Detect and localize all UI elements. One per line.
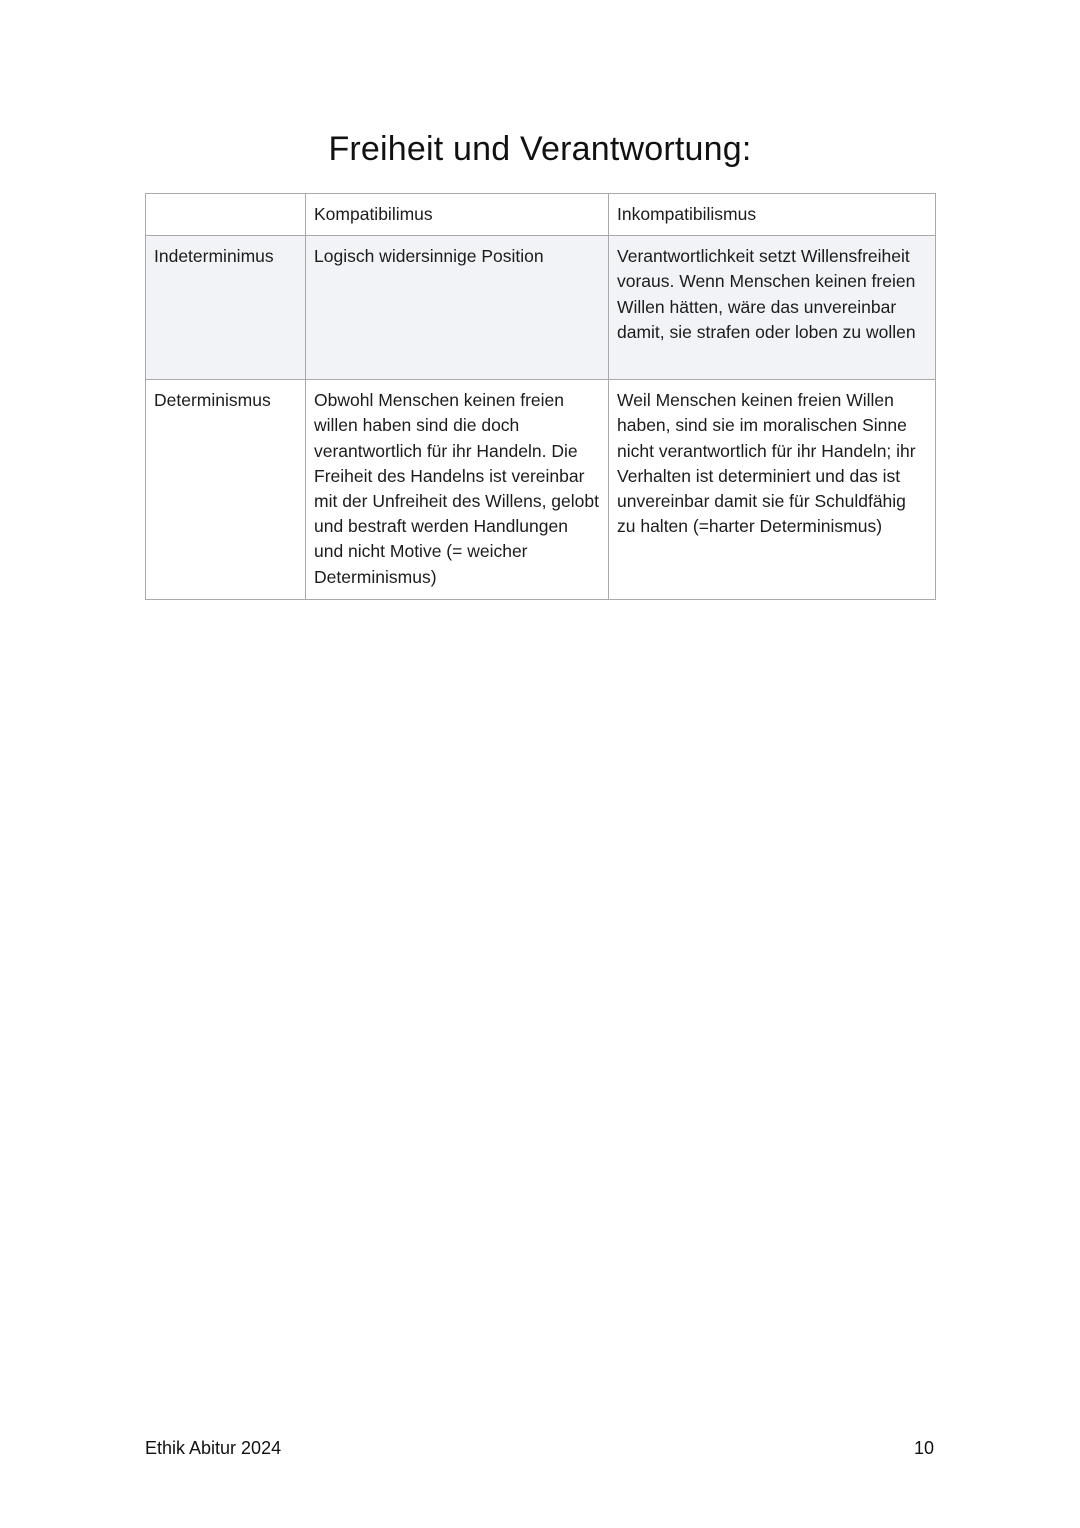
- table-cell: Weil Menschen keinen freien Willen haben, sind sie im moralischen Sinne nicht verantwortlich für ihr Handeln; ihr Verhalten ist determiniert und das ist unvereinbar damit sie für Schuldfähig zu halten (=harter Determinismus): [609, 380, 936, 600]
- table-cell: Obwohl Menschen keinen freien willen haben sind die doch verantwortlich für ihr Handeln. Die Freiheit des Handelns ist vereinbar mit der Unfreiheit des Willens, gelobt und bestraft werden Handlungen und nicht Motive (= weicher Determinismus): [306, 380, 609, 600]
- table-cell: Verantwortlichkeit setzt Willensfreiheit voraus. Wenn Menschen keinen freien Willen hätten, wäre das unvereinbar damit, sie strafen oder loben zu wollen: [609, 236, 936, 380]
- header-cell-kompatibilismus: Kompatibilimus: [306, 194, 609, 236]
- header-cell-inkompatibilismus: Inkompatibilismus: [609, 194, 936, 236]
- table-header-row: [146, 194, 936, 236]
- footer-document-title: Ethik Abitur 2024: [145, 1438, 282, 1458]
- footer-page-number: 10: [913, 1438, 934, 1458]
- table-row-determinismus: [146, 380, 936, 600]
- table-row-indeterminismus: [146, 236, 936, 380]
- row-label: Determinismus: [146, 380, 306, 600]
- table-cell: Logisch widersinnige Position: [306, 236, 609, 380]
- row-label: Indeterminimus: [146, 236, 306, 380]
- freedom-responsibility-table: [145, 193, 936, 600]
- page-title: Freiheit und Verantwortung:: [328, 130, 752, 168]
- header-cell-empty: [146, 194, 306, 236]
